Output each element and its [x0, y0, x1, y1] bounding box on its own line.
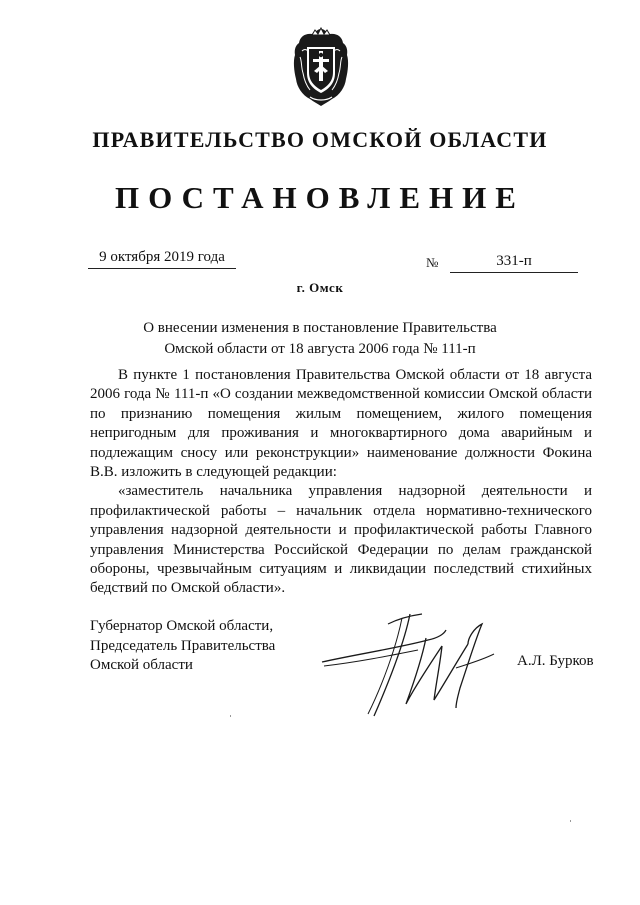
government-title: ПРАВИТЕЛЬСТВО ОМСКОЙ ОБЛАСТИ — [92, 127, 548, 152]
document-type-title: ПОСТАНОВЛЕНИЕ — [115, 180, 525, 215]
subject-line-1: О внесении изменения в постановление Правительства — [143, 320, 497, 336]
signer-position-line-2: Председатель Правительства — [90, 637, 276, 654]
signer-position-line-1: Губернатор Омской области, — [90, 618, 274, 634]
document-number-field — [426, 253, 578, 275]
body-paragraph-1: В пункте 1 постановления Правительства Омской области от 18 августа 2006 года № 111-п «О создании межведомственной комиссии Омской области по признанию помещения жилым помещением, жилого помещения непригодным для проживания и многоквартирного дома аварийным и подлежащим сносу или реконструкции» наименование должности Фокина В.В. изложить в следующей редакции: — [90, 367, 592, 481]
city-label: г. Омск — [296, 280, 344, 295]
body-paragraph-2: «заместитель начальника управления надзорной деятельности и профилактической работы – начальник отдела нормативно-технического управления надзорной деятельности и профилактической работы Главного управления Министерства Российской Федерации по делам гражданской обороны, чрезвычайным ситуациям и ликвидации последствий стихийных бедствий по Омской области». — [90, 483, 592, 597]
number-sign: № — [426, 255, 439, 270]
handwritten-signature-icon — [318, 604, 506, 722]
omsk-region-coat-of-arms-icon — [290, 27, 352, 107]
document-number: 331-п — [450, 253, 578, 273]
scan-speck — [570, 820, 571, 822]
signer-name: А.Л. Бурков — [517, 653, 594, 669]
subject-line-2: Омской области от 18 августа 2006 года № 111-п — [164, 341, 476, 357]
signer-position-line-3: Омской области — [90, 657, 193, 673]
scan-speck — [230, 715, 231, 717]
document-date: 9 октября 2019 года — [88, 249, 236, 269]
signer-position — [90, 617, 275, 676]
document-body — [90, 366, 592, 599]
document-subject — [0, 318, 640, 360]
